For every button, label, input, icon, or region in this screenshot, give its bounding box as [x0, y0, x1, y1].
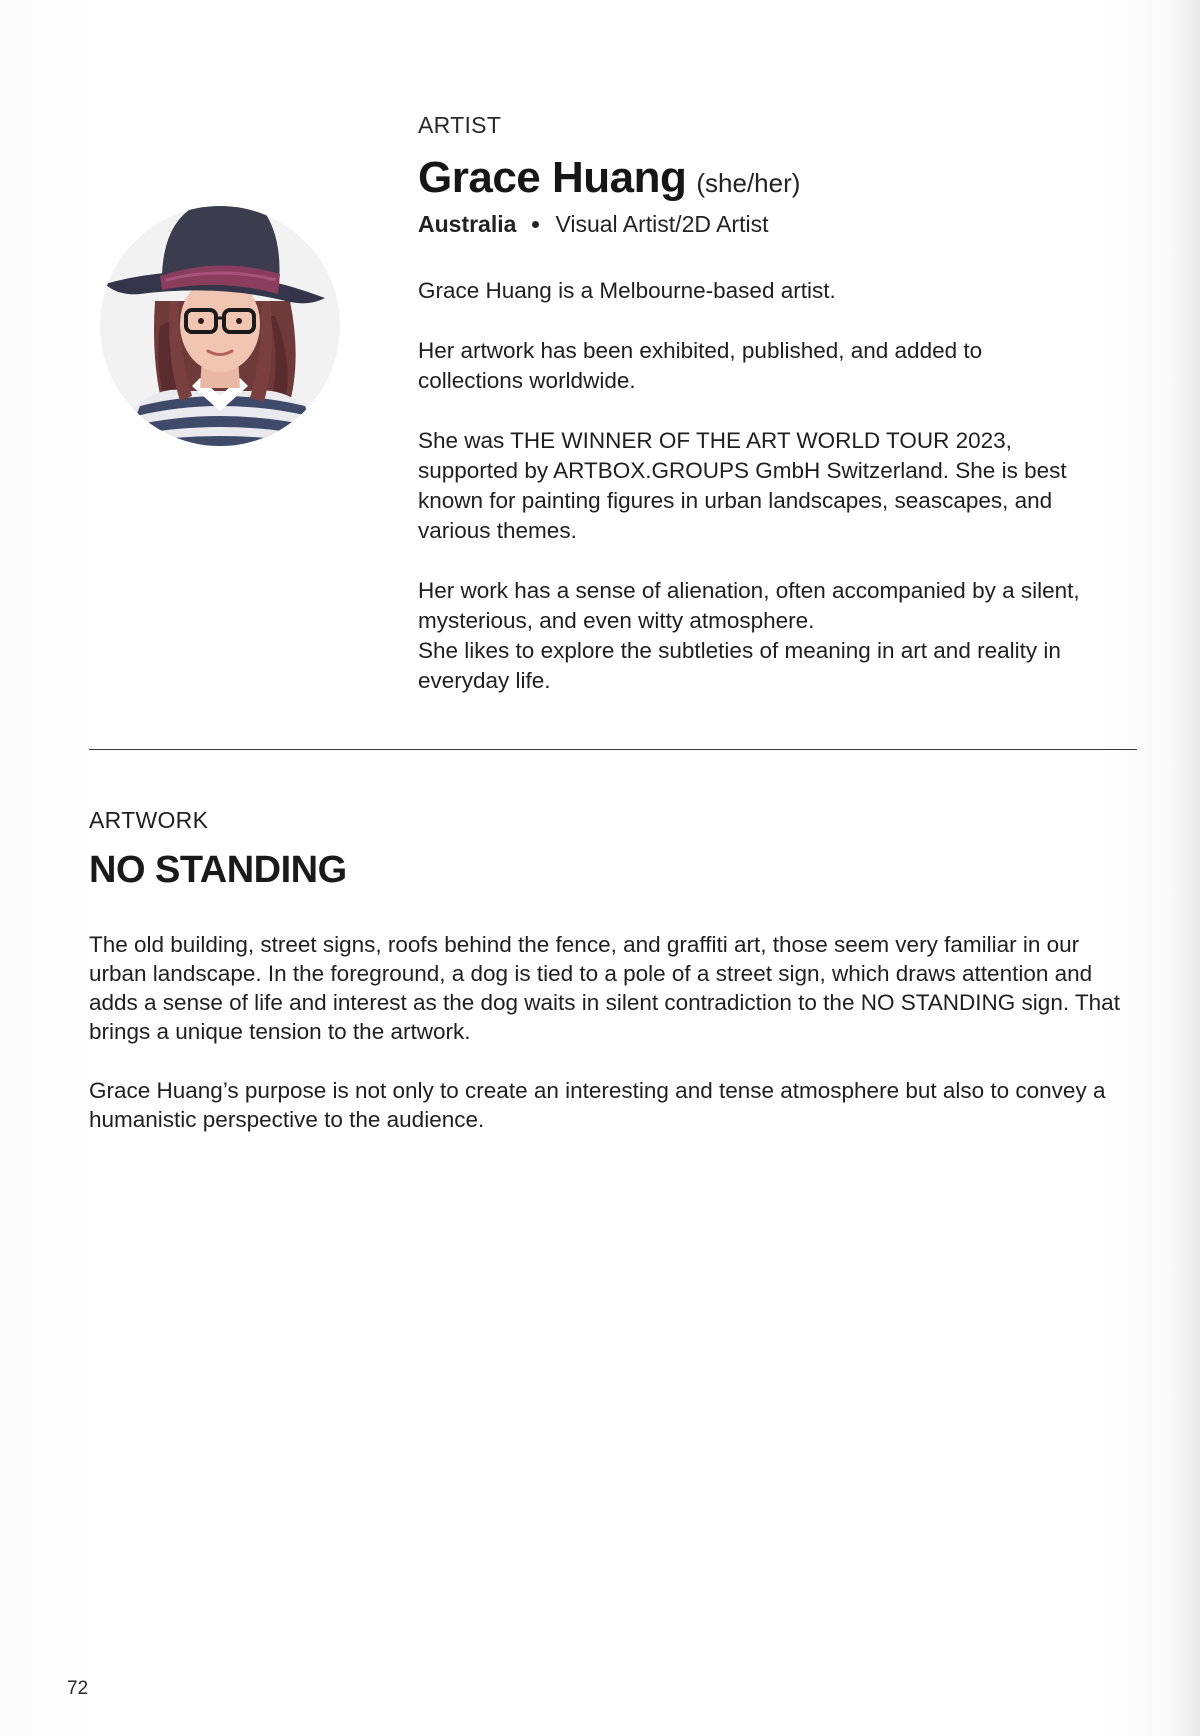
artist-name: Grace Huang: [418, 153, 687, 202]
artist-pronouns: (she/her): [696, 168, 801, 198]
artwork-section: [89, 806, 1139, 1134]
artist-avatar: [100, 206, 340, 446]
bio-paragraph: She was THE WINNER OF THE ART WORLD TOUR 2023, supported by ARTBOX.GROUPS GmbH Switzerland. She is best known for painting figures in urban landscapes, seascapes, and various themes.: [418, 428, 1067, 543]
page-number: 72: [67, 1678, 89, 1699]
section-divider: [89, 749, 1137, 750]
artist-bio: [418, 276, 1138, 696]
artist-role: Visual Artist/2D Artist: [555, 211, 769, 237]
artist-section-label: ARTIST: [418, 112, 502, 138]
bullet-separator: [532, 221, 539, 228]
artist-portrait-photo: [100, 206, 340, 446]
bio-paragraph: Her artwork has been exhibited, published, and added to collections worldwide.: [418, 338, 983, 393]
bio-paragraph: She likes to explore the subtleties of meaning in art and reality in everyday life.: [418, 638, 1061, 693]
artwork-section-label: ARTWORK: [89, 807, 209, 833]
artwork-title: NO STANDING: [89, 849, 347, 891]
artwork-description-paragraph: Grace Huang’s purpose is not only to create an interesting and tense atmosphere but also to convey a humanistic perspective to the audience.: [89, 1078, 1106, 1132]
artist-country: Australia: [418, 211, 517, 237]
bio-paragraph: Her work has a sense of alienation, often accompanied by a silent, mysterious, and even witty atmosphere.: [418, 578, 1080, 633]
artist-section: [418, 112, 1138, 696]
artist-name-row: [418, 153, 1138, 203]
page-edge-shadow: [1172, 0, 1200, 1736]
bio-paragraph: Grace Huang is a Melbourne-based artist.: [418, 278, 836, 303]
artwork-description-paragraph: The old building, street signs, roofs behind the fence, and graffiti art, those seem very familiar in our urban landscape. In the foreground, a dog is tied to a pole of a street sign, which draws attention and adds a sense of life and interest as the dog waits in silent contradiction to the NO STANDING sign. That brings a unique tension to the artwork.: [89, 932, 1120, 1044]
artist-meta: [418, 211, 1138, 238]
